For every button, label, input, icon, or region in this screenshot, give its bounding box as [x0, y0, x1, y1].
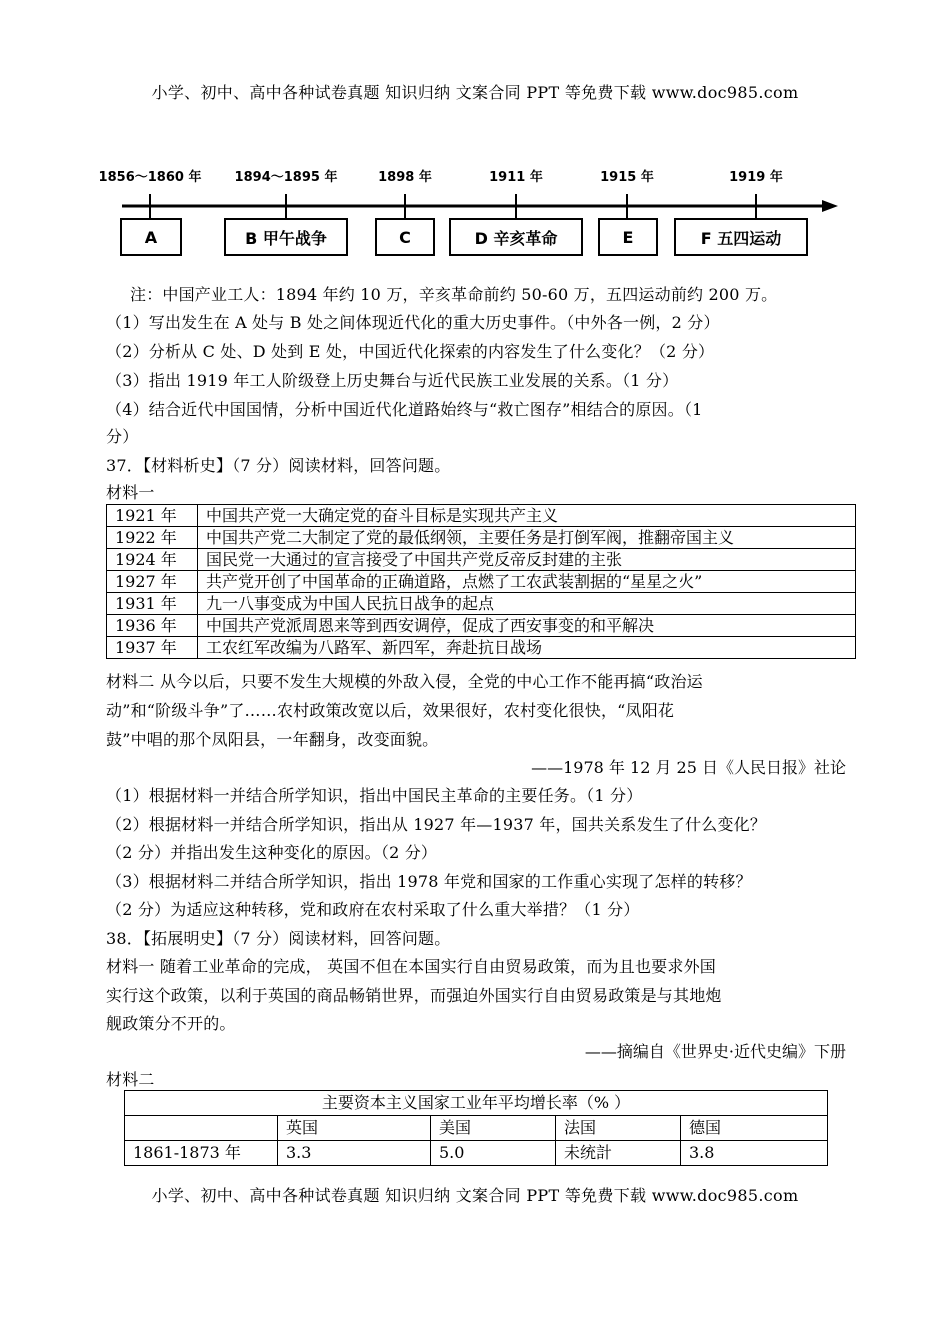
- question-37-3-cont: （2 分）为适应这种转移，党和政府在农村采取了什么重大举措？（1 分）: [106, 900, 640, 919]
- table-cell: 未统計: [556, 1141, 681, 1166]
- table-row: [125, 1091, 828, 1116]
- table-header: 美国: [431, 1116, 556, 1141]
- table-row: [107, 549, 856, 571]
- material-label: 材料二: [106, 1070, 155, 1089]
- timeline-year: 1915 年: [600, 170, 654, 185]
- page-footer: 小学、初中、高中各种试卷真题 知识归纳 文案合同 PPT 等免费下载 www.doc985.com: [151, 1186, 799, 1205]
- timeline-box-f: F 五四运动: [674, 218, 808, 256]
- question-36-3: （3）指出 1919 年工人阶级登上历史舞台与近代民族工业发展的关系。（1 分）: [106, 371, 679, 390]
- material-2-line: 材料二 从今以后，只要不发生大规模的外敌入侵，全党的中心工作不能再搞“政治运: [106, 672, 703, 691]
- table-cell: 1937 年: [107, 637, 198, 659]
- material-2-line: 鼓”中唱的那个凤阳县，一年翻身，改变面貌。: [106, 730, 439, 749]
- table-row: [107, 615, 856, 637]
- table-cell: 1927 年: [107, 571, 198, 593]
- material-1-line: 材料一 随着工业革命的完成， 英国不但在本国实行自由贸易政策，而为且也要求外国: [106, 957, 716, 976]
- timeline-box-a: A: [120, 218, 182, 256]
- page-header: 小学、初中、高中各种试卷真题 知识归纳 文案合同 PPT 等免费下载 www.doc985.com: [151, 83, 799, 102]
- timeline-year: 1919 年: [729, 170, 783, 185]
- table-cell: 国民党一大通过的宣言接受了中国共产党反帝反封建的主张: [198, 549, 856, 571]
- material-1-source: ——摘编自《世界史·近代史编》下册: [584, 1042, 846, 1061]
- material-label: 材料一: [106, 483, 155, 502]
- table-cell: [125, 1116, 278, 1141]
- timeline-year: 1894～1895 年: [234, 170, 338, 185]
- table-title: 主要资本主义国家工业年平均增长率（% ）: [125, 1091, 828, 1116]
- question-37-2: （2）根据材料一并结合所学知识，指出从 1927 年—1937 年，国共关系发生了什么变化？: [106, 815, 767, 834]
- material-2-line: 动”和“阶级斗争”了……农村政策改宽以后，效果很好，农村变化很快，“凤阳花: [106, 701, 675, 720]
- question-36-4-cont: 分）: [106, 427, 139, 446]
- note: 注：中国产业工人：1894 年约 10 万，辛亥革命前约 50-60 万，五四运动前约 200 万。: [130, 285, 778, 304]
- question-36-2: （2）分析从 C 处、D 处到 E 处，中国近代化探索的内容发生了什么变化？（2 分）: [106, 342, 715, 361]
- timeline-year: 1911 年: [489, 170, 543, 185]
- question-36-1: （1）写出发生在 A 处与 B 处之间体现近代化的重大历史事件。（中外各一例，2 分）: [106, 313, 720, 332]
- table-row: [107, 527, 856, 549]
- table-cell: 3.8: [681, 1141, 828, 1166]
- table-row: [107, 637, 856, 659]
- table-cell: 3.3: [278, 1141, 431, 1166]
- table-cell: 5.0: [431, 1141, 556, 1166]
- question-36-4: （4）结合近代中国国情，分析中国近代化道路始终与“救亡图存”相结合的原因。（1: [106, 400, 703, 419]
- question-37-title: 37．【材料析史】（7 分）阅读材料，回答问题。: [106, 456, 451, 475]
- question-38-title: 38．【拓展明史】（7 分）阅读材料，回答问题。: [106, 929, 451, 948]
- table-cell: 中国共产党派周恩来等到西安调停，促成了西安事变的和平解决: [198, 615, 856, 637]
- table-row: [107, 505, 856, 527]
- table-header: 法国: [556, 1116, 681, 1141]
- timeline-box-e: E: [598, 218, 658, 256]
- table-cell: 1931 年: [107, 593, 198, 615]
- table-cell: 共产党开创了中国革命的正确道路，点燃了工农武装割据的“星星之火”: [198, 571, 856, 593]
- table-cell: 1924 年: [107, 549, 198, 571]
- growth-table: [124, 1090, 828, 1166]
- question-37-3: （3）根据材料二并结合所学知识，指出 1978 年党和国家的工作重心实现了怎样的转移？: [106, 872, 752, 891]
- table-cell: 1861-1873 年: [125, 1141, 278, 1166]
- events-table: [106, 504, 856, 659]
- table-row: [107, 571, 856, 593]
- table-cell: 九一八事变成为中国人民抗日战争的起点: [198, 593, 856, 615]
- table-cell: 1922 年: [107, 527, 198, 549]
- table-cell: 中国共产党一大确定党的奋斗目标是实现共产主义: [198, 505, 856, 527]
- table-header: 英国: [278, 1116, 431, 1141]
- material-1-line: 舰政策分不开的。: [106, 1014, 236, 1033]
- table-row: [125, 1141, 828, 1166]
- table-cell: 1936 年: [107, 615, 198, 637]
- table-header: 德国: [681, 1116, 828, 1141]
- timeline-year: 1856～1860 年: [98, 170, 202, 185]
- table-cell: 1921 年: [107, 505, 198, 527]
- material-2-source: ——1978 年 12 月 25 日《人民日报》社论: [531, 758, 846, 777]
- material-1-line: 实行这个政策，以利于英国的商品畅销世界，而强迫外国实行自由贸易政策是与其地炮: [106, 986, 722, 1005]
- table-row: [107, 593, 856, 615]
- arrow-icon: [822, 200, 838, 212]
- table-row: [125, 1116, 828, 1141]
- timeline-box-d: D 辛亥革命: [449, 218, 583, 256]
- timeline-year: 1898 年: [378, 170, 432, 185]
- question-37-1: （1）根据材料一并结合所学知识，指出中国民主革命的主要任务。（1 分）: [106, 786, 643, 805]
- question-37-2-cont: （2 分）并指出发生这种变化的原因。（2 分）: [106, 843, 438, 862]
- timeline-box-b: B 甲午战争: [224, 218, 348, 256]
- table-cell: 中国共产党二大制定了党的最低纲领，主要任务是打倒军阀，推翻帝国主义: [198, 527, 856, 549]
- table-cell: 工农红军改编为八路军、新四军，奔赴抗日战场: [198, 637, 856, 659]
- timeline-box-c: C: [375, 218, 435, 256]
